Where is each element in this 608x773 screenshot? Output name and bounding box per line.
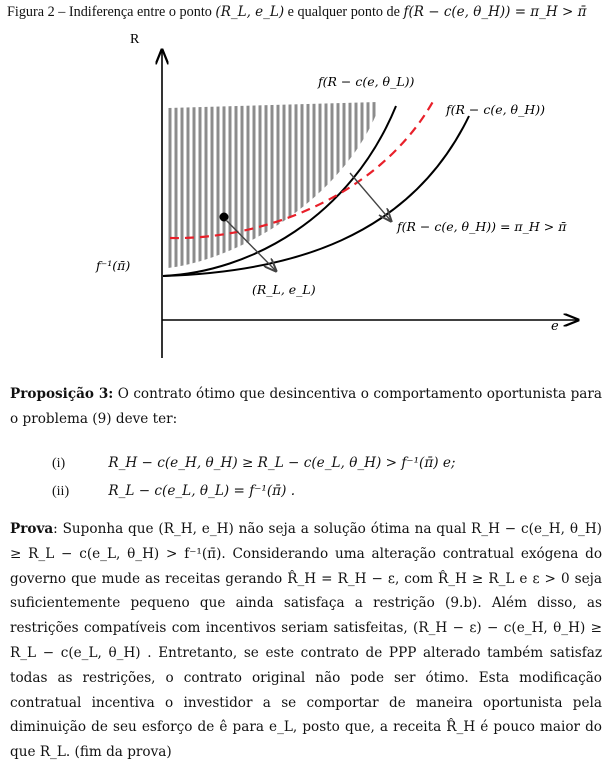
figure-caption	[7, 4, 586, 21]
caption-middle: e qualquer ponto de	[287, 4, 400, 20]
condition-ii	[52, 483, 295, 500]
curve-theta-h-label: f(R − c(e, θ_H))	[446, 102, 545, 117]
condition-number: (ii)	[52, 484, 70, 499]
y-axis-label: R	[130, 32, 140, 47]
proposition-text: O contrato ótimo que desincentiva o comportamento oportunista para o problema (9) deve ter:	[10, 386, 602, 427]
indifference-figure	[0, 28, 608, 368]
condition-expression: R_L − c(e_L, θ_L) = f⁻¹(π̄) .	[108, 483, 296, 499]
arrow-to-dashed-label	[350, 173, 391, 221]
proof-heading: Prova	[10, 521, 54, 537]
hatched-region	[170, 98, 374, 276]
caption-prefix: Figura 2 – Indiferença entre o ponto	[7, 4, 212, 20]
curve-theta-l-label: f(R − c(e, θ_L))	[318, 74, 415, 89]
condition-number: (i)	[52, 456, 66, 471]
proof-paragraph	[10, 517, 602, 765]
caption-point: (R_L, e_L)	[215, 4, 285, 20]
proposition-paragraph	[10, 382, 602, 432]
dashed-curve-label: f(R − c(e, θ_H)) = π_H > π̄	[397, 219, 567, 234]
proof-text: : Suponha que (R_H, e_H) não seja a solução ótima na qual R_H − c(e_H, θ_H) ≥ R_L − c(e_L, θ_H) > f⁻¹(π̄). Considerando uma alteração contratual exógena do governo que mude as receitas gerando R̂_H = R_H − ε, com R̂_H ≥ R_L e ε > 0 seja suficientemente pequeno que ainda satisfaça a restrição (9.b). Além disso, as restrições compatíveis com incentivos seriam satisfeitas, (R_H − ε) − c(e_H, θ_H) ≥ R_L − c(e_L, θ_H) . Entretanto, se este contrato de PPP alterado também satisfaz todas as restrições, o contrato original não pode ser ótimo. Esta modificação contratual incentiva o investidor a se comportar de maneira oportunista pela diminuição de seu esforço de ê para e_L, posto que, a receita R̂_H é pouco maior do que R_L. (fim da prova)	[10, 521, 602, 761]
x-axis-label: e	[551, 319, 559, 334]
curve-theta-h	[163, 116, 469, 276]
point-label: (R_L, e_L)	[252, 282, 316, 297]
proposition-heading: Proposição 3:	[10, 386, 114, 402]
condition-i	[52, 455, 456, 472]
condition-expression: R_H − c(e_H, θ_H) ≥ R_L − c(e_L, θ_H) > f⁻¹(π̄) e;	[108, 455, 456, 471]
intercept-label: f⁻¹(π̄)	[96, 258, 131, 273]
point-rl-el	[220, 213, 229, 222]
caption-expression: f(R − c(e, θ_H)) = π_H > π̄	[403, 4, 587, 20]
arrow-to-point-label	[226, 220, 276, 271]
